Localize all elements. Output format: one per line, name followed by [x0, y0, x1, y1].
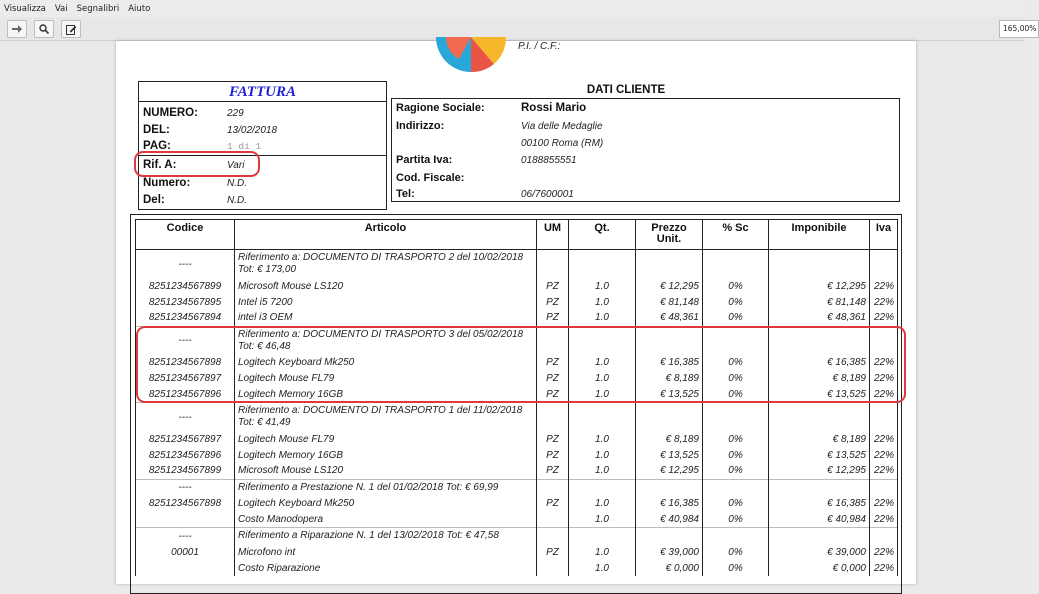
client-title: DATI CLIENTE [586, 84, 666, 96]
cell-vat [870, 250, 898, 279]
cell-code [136, 560, 235, 576]
invoice-number-value: 229 [227, 108, 244, 119]
invoice-ref-label: Rif. A: [143, 159, 177, 171]
cell-article: Riferimento a: DOCUMENTO DI TRASPORTO 3 del 05/02/2018 Tot: € 46,48 [235, 326, 537, 355]
invoice-ref-row [139, 159, 386, 176]
client-vat-value: 0188855551 [521, 155, 577, 166]
cell-discount: 0% [703, 431, 769, 447]
cell-qty: 1.0 [569, 278, 636, 294]
cell-taxable [769, 250, 870, 279]
cell-code: ---- [136, 528, 235, 545]
table-row [136, 294, 898, 310]
cell-price: € 13,525 [636, 387, 703, 403]
client-fiscal-label: Cod. Fiscale: [396, 172, 465, 184]
cell-code: 00001 [136, 544, 235, 560]
cell-article: Logitech Keyboard Mk250 [235, 496, 537, 512]
cell-discount: 0% [703, 496, 769, 512]
client-address-value: Via delle Medaglie [521, 121, 603, 132]
cell-code: 8251234567898 [136, 496, 235, 512]
client-phone-label: Tel: [396, 188, 415, 200]
cell-code [136, 512, 235, 528]
zoom-input[interactable]: 165,00% [999, 20, 1039, 38]
invoice-number-row [139, 107, 386, 124]
invoice-page-value: 1 di 1 [227, 141, 262, 152]
cell-price: € 12,295 [636, 278, 703, 294]
table-row-reference [136, 403, 898, 432]
col-price-header [636, 220, 703, 250]
cell-vat: 22% [870, 294, 898, 310]
cell-qty: 1.0 [569, 463, 636, 479]
table-row-reference [136, 528, 898, 545]
company-logo [426, 6, 516, 68]
cell-price [636, 479, 703, 496]
cell-price: € 16,385 [636, 496, 703, 512]
invoice-refnum-label: Numero: [143, 177, 191, 189]
forward-button[interactable] [7, 20, 27, 38]
cell-article: Microfono int [235, 544, 537, 560]
table-row-reference [136, 479, 898, 496]
invoice-refnum-value: N.D. [227, 178, 247, 189]
cell-taxable: € 12,295 [769, 278, 870, 294]
cell-qty [569, 479, 636, 496]
cell-um [537, 560, 569, 576]
client-address-label: Indirizzo: [396, 120, 445, 132]
cell-taxable: € 8,189 [769, 371, 870, 387]
cell-price [636, 528, 703, 545]
cell-article: Costo Manodopera [235, 512, 537, 528]
search-icon [39, 24, 49, 34]
cell-article: Logitech Keyboard Mk250 [235, 355, 537, 371]
cell-article: Logitech Mouse FL79 [235, 371, 537, 387]
cell-vat [870, 528, 898, 545]
cell-price: € 48,361 [636, 310, 703, 326]
menu-vai[interactable]: Vai [54, 3, 68, 14]
col-um-header: UM [537, 220, 569, 250]
document-viewer[interactable] [0, 41, 1024, 584]
cell-vat [870, 403, 898, 432]
cell-price: € 39,000 [636, 544, 703, 560]
table-row-reference [136, 250, 898, 279]
cell-price: € 0,000 [636, 560, 703, 576]
invoice-refdate-row [139, 194, 386, 211]
cell-discount: 0% [703, 560, 769, 576]
cell-discount: 0% [703, 310, 769, 326]
cell-um: PZ [537, 294, 569, 310]
cell-price [636, 250, 703, 279]
annotate-button[interactable] [61, 20, 81, 38]
cell-discount [703, 250, 769, 279]
cell-qty: 1.0 [569, 294, 636, 310]
invoice-date-value: 13/02/2018 [227, 125, 278, 136]
cell-um [537, 403, 569, 432]
client-vat-label: Partita Iva: [396, 154, 453, 166]
cell-discount: 0% [703, 463, 769, 479]
client-box [391, 98, 900, 202]
cell-code: 8251234567897 [136, 431, 235, 447]
client-vat-row [392, 154, 899, 171]
cell-discount [703, 479, 769, 496]
cell-price [636, 326, 703, 355]
cell-article: Riferimento a Riparazione N. 1 del 13/02/2018 Tot: € 47,58 [235, 528, 537, 545]
cell-vat [870, 326, 898, 355]
col-discount-header: % Sc [703, 220, 769, 250]
invoice-date-label: DEL: [143, 124, 170, 136]
cell-vat: 22% [870, 512, 898, 528]
invoice-title: FATTURA [139, 82, 386, 102]
cell-qty [569, 403, 636, 432]
cell-vat: 22% [870, 278, 898, 294]
cell-article: Logitech Memory 16GB [235, 447, 537, 463]
cell-discount: 0% [703, 512, 769, 528]
cell-code: ---- [136, 326, 235, 355]
cell-taxable: € 16,385 [769, 496, 870, 512]
cell-taxable: € 0,000 [769, 560, 870, 576]
cell-code: ---- [136, 250, 235, 279]
cell-qty: 1.0 [569, 512, 636, 528]
cell-vat: 22% [870, 371, 898, 387]
table-row [136, 310, 898, 326]
invoice-refnum-row [139, 177, 386, 194]
cell-price: € 40,984 [636, 512, 703, 528]
cell-price: € 81,148 [636, 294, 703, 310]
client-fiscal-row [392, 172, 899, 189]
invoice-refdate-value: N.D. [227, 195, 247, 206]
cell-um: PZ [537, 496, 569, 512]
cell-article: Riferimento a Prestazione N. 1 del 01/02/2018 Tot: € 69,99 [235, 479, 537, 496]
col-vat-header: Iva [870, 220, 898, 250]
menu-visualizza[interactable]: Visualizza [4, 3, 46, 14]
cell-qty: 1.0 [569, 371, 636, 387]
table-row-reference [136, 326, 898, 355]
cell-qty: 1.0 [569, 431, 636, 447]
cell-article: intel i3 OEM [235, 310, 537, 326]
cell-um: PZ [537, 544, 569, 560]
cell-taxable: € 81,148 [769, 294, 870, 310]
cell-article: Riferimento a: DOCUMENTO DI TRASPORTO 2 del 10/02/2018 Tot: € 173,00 [235, 250, 537, 279]
table-row [136, 496, 898, 512]
client-phone-row [392, 188, 899, 205]
cell-taxable [769, 403, 870, 432]
cell-discount [703, 326, 769, 355]
cell-vat: 22% [870, 447, 898, 463]
arrow-right-icon [12, 25, 22, 33]
col-article-header: Articolo [235, 220, 537, 250]
cell-qty: 1.0 [569, 355, 636, 371]
client-name-row [392, 102, 899, 119]
cell-taxable: € 40,984 [769, 512, 870, 528]
cell-qty [569, 250, 636, 279]
cell-price [636, 403, 703, 432]
cell-article: Microsoft Mouse LS120 [235, 278, 537, 294]
cell-vat: 22% [870, 463, 898, 479]
items-table [135, 219, 898, 576]
cell-vat: 22% [870, 560, 898, 576]
cell-um: PZ [537, 371, 569, 387]
table-row [136, 278, 898, 294]
cell-article: Riferimento a: DOCUMENTO DI TRASPORTO 1 del 11/02/2018 Tot: € 41,49 [235, 403, 537, 432]
cell-vat: 22% [870, 310, 898, 326]
cell-discount: 0% [703, 544, 769, 560]
cell-article: Intel i5 7200 [235, 294, 537, 310]
table-row [136, 371, 898, 387]
cell-code: 8251234567895 [136, 294, 235, 310]
cell-discount: 0% [703, 447, 769, 463]
company-vat-label: P.I. / C.F.: [518, 41, 561, 52]
cell-price: € 12,295 [636, 463, 703, 479]
table-row [136, 431, 898, 447]
cell-taxable [769, 326, 870, 355]
cell-price: € 13,525 [636, 447, 703, 463]
cell-discount: 0% [703, 371, 769, 387]
table-row [136, 544, 898, 560]
client-city-row [392, 137, 899, 154]
cell-um: PZ [537, 431, 569, 447]
cell-code: ---- [136, 479, 235, 496]
cell-taxable: € 16,385 [769, 355, 870, 371]
cell-vat: 22% [870, 431, 898, 447]
price-header-line2: Unit. [656, 233, 682, 245]
cell-qty: 1.0 [569, 496, 636, 512]
cell-qty: 1.0 [569, 560, 636, 576]
cell-um: PZ [537, 310, 569, 326]
cell-taxable [769, 528, 870, 545]
cell-price: € 8,189 [636, 371, 703, 387]
cell-code: 8251234567896 [136, 447, 235, 463]
menu-segnalibri[interactable]: Segnalibri [76, 3, 120, 14]
cell-um [537, 479, 569, 496]
table-row [136, 463, 898, 479]
cell-code: 8251234567899 [136, 463, 235, 479]
cell-article: Costo Riparazione [235, 560, 537, 576]
cell-qty: 1.0 [569, 544, 636, 560]
col-taxable-header: Imponibile [769, 220, 870, 250]
table-row [136, 355, 898, 371]
col-code-header: Codice [136, 220, 235, 250]
cell-code: 8251234567898 [136, 355, 235, 371]
cell-um [537, 528, 569, 545]
cell-discount: 0% [703, 387, 769, 403]
menu-aiuto[interactable]: Aiuto [128, 3, 151, 14]
table-row [136, 447, 898, 463]
invoice-date-row [139, 124, 386, 141]
invoice-ref-value: Vari [227, 160, 245, 171]
table-row [136, 512, 898, 528]
cell-article: Microsoft Mouse LS120 [235, 463, 537, 479]
cell-taxable: € 13,525 [769, 447, 870, 463]
cell-taxable: € 39,000 [769, 544, 870, 560]
cell-code: 8251234567899 [136, 278, 235, 294]
cell-um [537, 250, 569, 279]
cell-vat: 22% [870, 544, 898, 560]
cell-vat: 22% [870, 355, 898, 371]
cell-taxable: € 12,295 [769, 463, 870, 479]
cell-article: Logitech Mouse FL79 [235, 431, 537, 447]
cell-vat: 22% [870, 496, 898, 512]
cell-code: 8251234567896 [136, 387, 235, 403]
cell-qty: 1.0 [569, 447, 636, 463]
edit-icon [66, 24, 77, 35]
client-address-row [392, 120, 899, 137]
cell-discount: 0% [703, 355, 769, 371]
cell-um: PZ [537, 463, 569, 479]
price-header-line1: Prezzo [651, 222, 687, 234]
search-button[interactable] [34, 20, 54, 38]
cell-code: 8251234567894 [136, 310, 235, 326]
cell-um: PZ [537, 355, 569, 371]
cell-discount: 0% [703, 278, 769, 294]
client-city-value: 00100 Roma (RM) [521, 138, 604, 149]
cell-vat: 22% [870, 387, 898, 403]
cell-um [537, 512, 569, 528]
cell-taxable: € 48,361 [769, 310, 870, 326]
table-row [136, 560, 898, 576]
cell-discount [703, 403, 769, 432]
client-name-label: Ragione Sociale: [396, 102, 485, 114]
cell-um [537, 326, 569, 355]
cell-discount: 0% [703, 294, 769, 310]
pdf-page [116, 41, 916, 584]
cell-qty: 1.0 [569, 310, 636, 326]
col-qty-header: Qt. [569, 220, 636, 250]
cell-taxable [769, 479, 870, 496]
cell-um: PZ [537, 387, 569, 403]
items-body [136, 250, 898, 577]
cell-um: PZ [537, 447, 569, 463]
cell-qty [569, 326, 636, 355]
cell-code: ---- [136, 403, 235, 432]
invoice-box [138, 81, 387, 210]
client-phone-value: 06/7600001 [521, 189, 574, 200]
cell-qty: 1.0 [569, 387, 636, 403]
cell-code: 8251234567897 [136, 371, 235, 387]
invoice-number-label: NUMERO: [143, 107, 198, 119]
invoice-divider [139, 155, 386, 156]
table-row [136, 387, 898, 403]
cell-price: € 8,189 [636, 431, 703, 447]
cell-taxable: € 8,189 [769, 431, 870, 447]
cell-taxable: € 13,525 [769, 387, 870, 403]
cell-qty [569, 528, 636, 545]
cell-price: € 16,385 [636, 355, 703, 371]
client-name-value: Rossi Mario [521, 102, 587, 114]
cell-article: Logitech Memory 16GB [235, 387, 537, 403]
invoice-page-label: PAG: [143, 140, 171, 152]
cell-vat [870, 479, 898, 496]
invoice-refdate-label: Del: [143, 194, 165, 206]
cell-discount [703, 528, 769, 545]
table-header-row [136, 220, 898, 250]
cell-um: PZ [537, 278, 569, 294]
